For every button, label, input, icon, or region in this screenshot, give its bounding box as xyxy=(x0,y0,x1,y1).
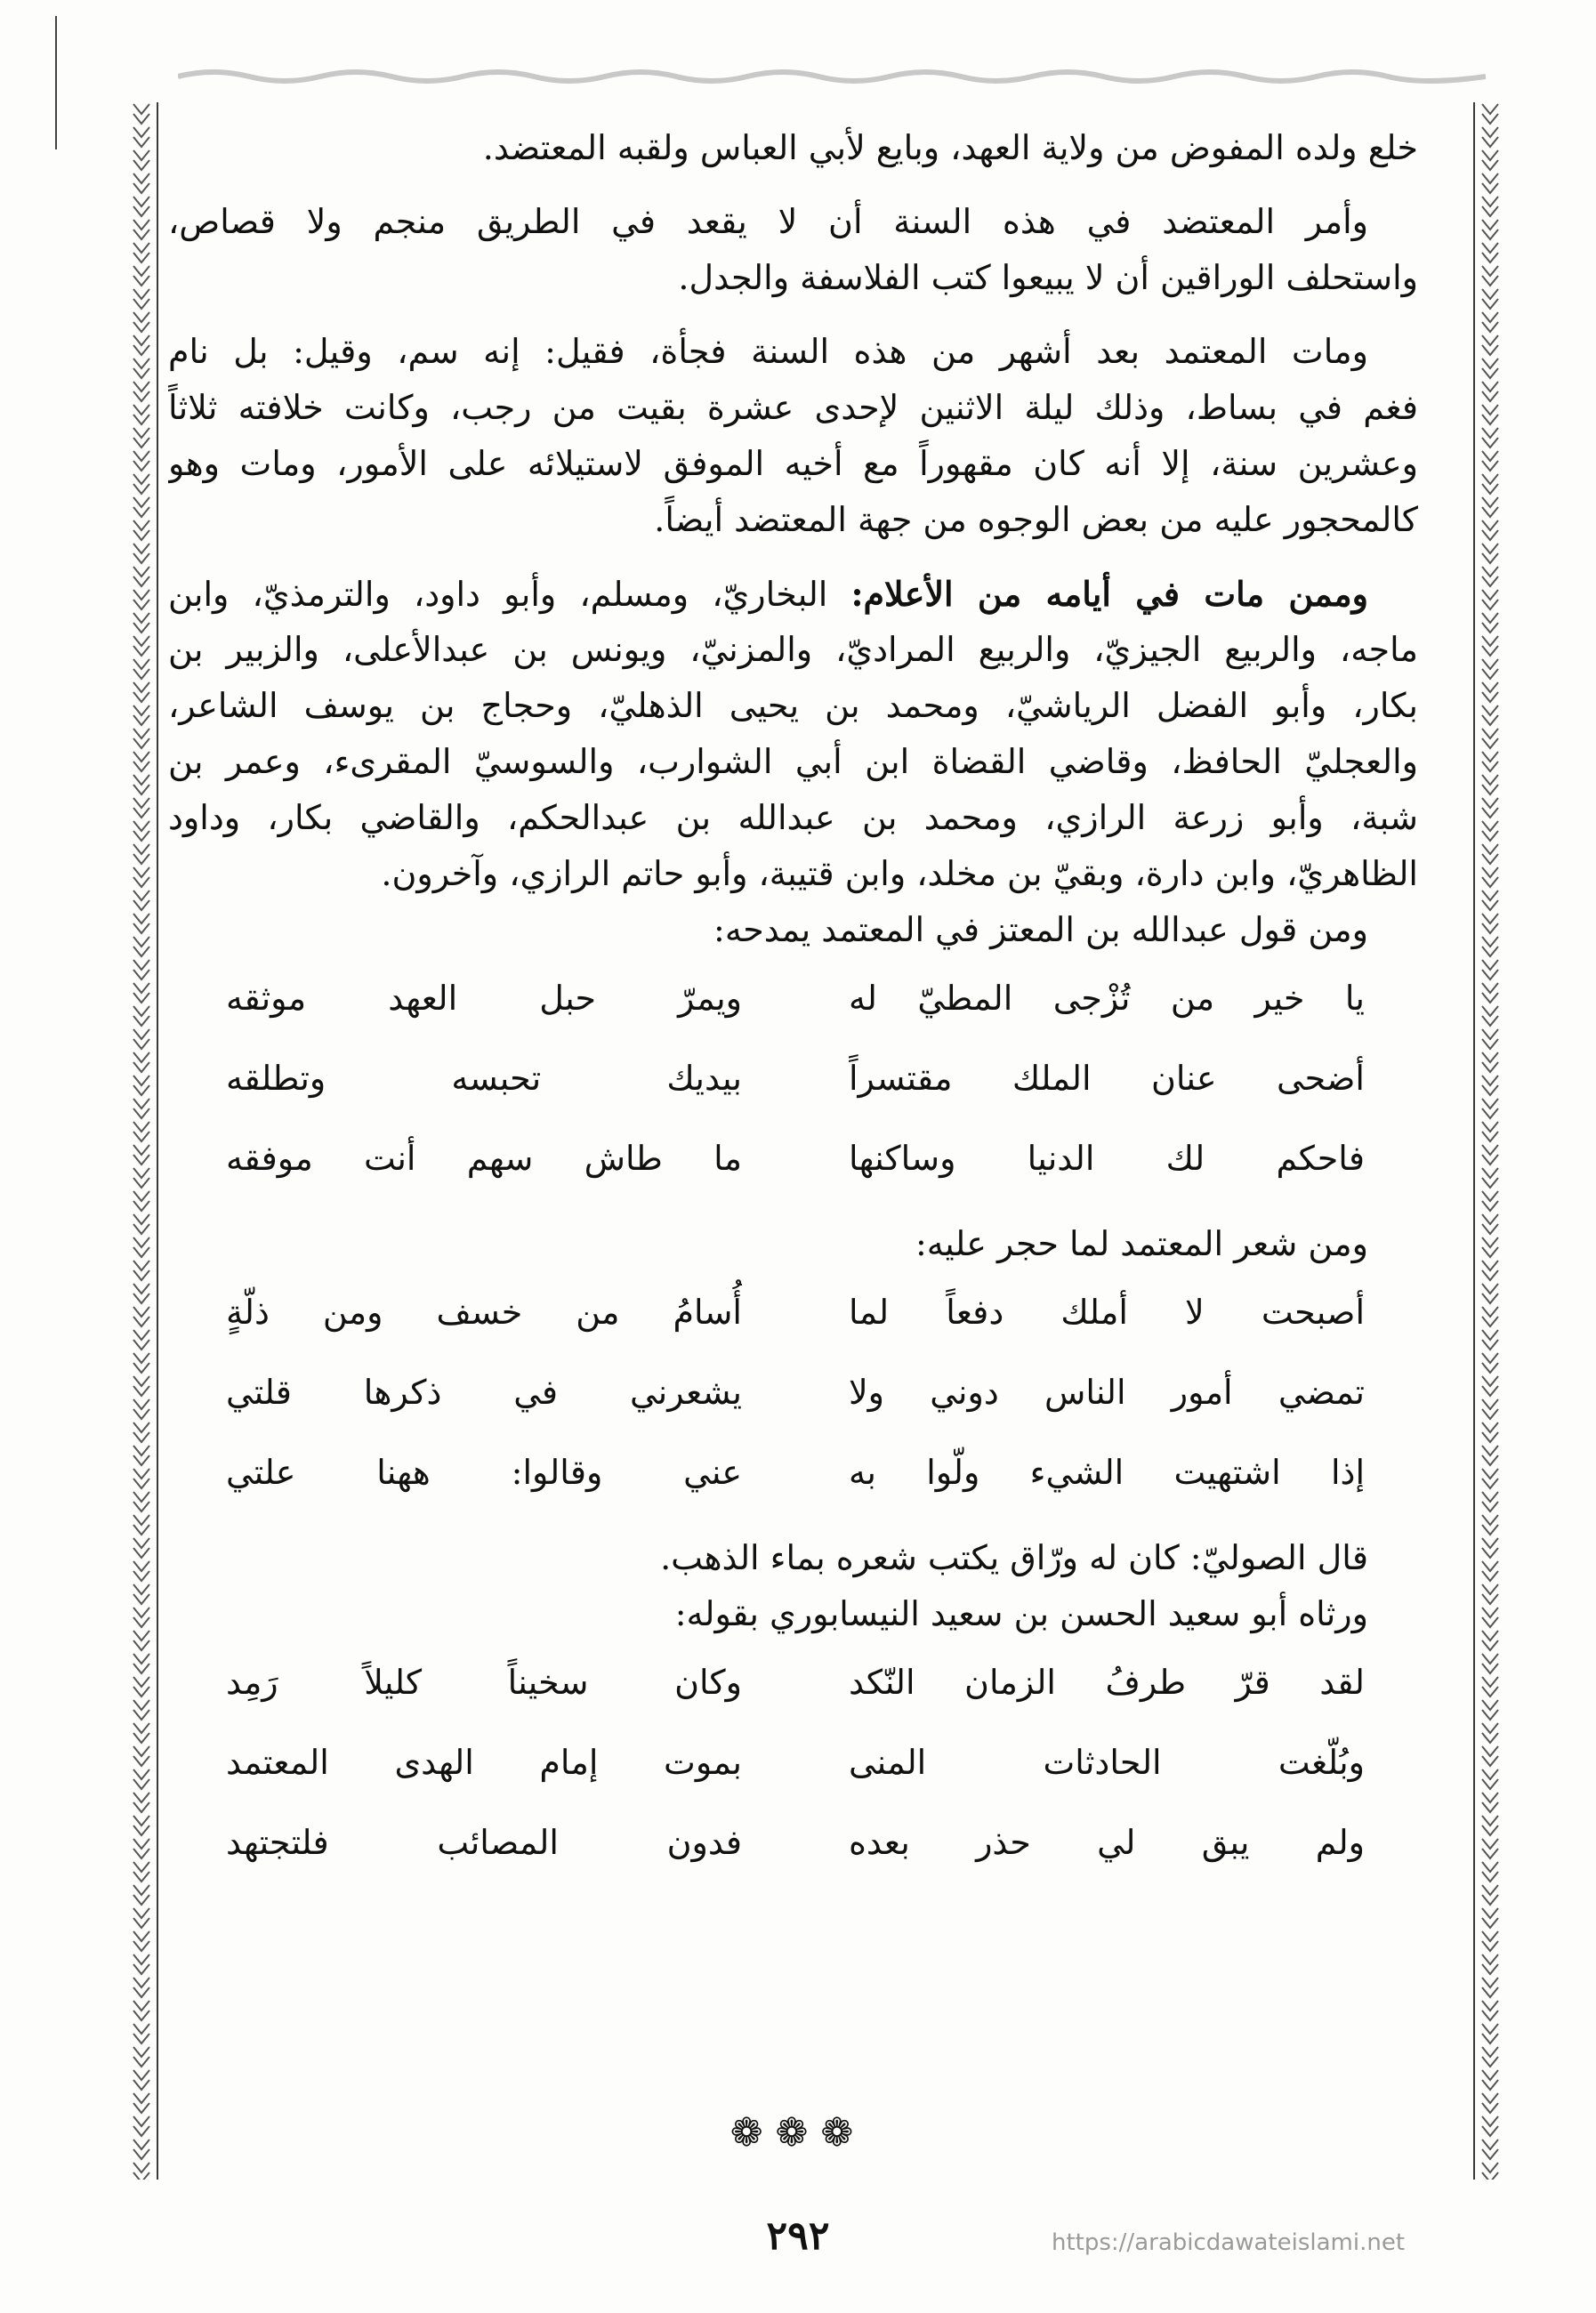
poem-verse xyxy=(168,1352,1418,1432)
text-line: كالمحجور عليه من بعض الوجوه من جهة المعتضد أيضاً. xyxy=(654,500,1418,539)
right-border-rule xyxy=(1473,102,1475,2180)
section-end-ornament: ❁❁❁ xyxy=(729,2110,867,2156)
text-line: خلع ولده المفوض من ولاية العهد، وبايع لأبي العباس ولقبه المعتضد. xyxy=(482,128,1418,167)
body-text xyxy=(168,120,1418,1882)
poem-verse xyxy=(168,1722,1418,1802)
section-lead: وممن مات في أيامه من الأعلام: xyxy=(850,574,1368,614)
left-border-rule xyxy=(157,102,158,2180)
poem-intro: ومن قول عبدالله بن المعتز في المعتمد يمدحه: xyxy=(713,910,1368,949)
verse-second-hemistich: وكان سخيناً كليلاً رَمِد xyxy=(226,1663,742,1702)
verse-second-hemistich: ما طاش سهم أنت موفقه xyxy=(226,1139,742,1178)
verse-second-hemistich: عني وقالوا: ههنا علتي xyxy=(226,1453,742,1492)
scan-edge-line xyxy=(55,16,57,149)
text-line: ماجه، والربيع الجيزيّ، والربيع المراديّ، والمزنيّ، ويونس بن عبدالأعلى، والزبير بن xyxy=(168,630,1418,669)
text-line: فغم في بساط، وذلك ليلة الاثنين لإحدى عشرة بقيت من رجب، وكانت خلافته ثلاثاً xyxy=(168,388,1418,427)
verse-second-hemistich: ويمرّ حبل العهد موثقه xyxy=(226,979,742,1018)
poem-verse xyxy=(168,958,1418,1038)
verse-first-hemistich: أضحى عنان الملك مقتسراً xyxy=(849,1059,1365,1098)
poem-verse xyxy=(168,1642,1418,1722)
page-number: ٢٩٢ xyxy=(766,2213,830,2259)
poem-intro: ورثاه أبو سعيد الحسن بن سعيد النيسابوري بقوله: xyxy=(674,1594,1368,1633)
text-line: ومات المعتمد بعد أشهر من هذه السنة فجأة، فقيل: إنه سم، وقيل: بل نام xyxy=(168,332,1368,371)
poem-intro: ومن شعر المعتمد لما حجر عليه: xyxy=(915,1224,1368,1263)
verse-first-hemistich: إذا اشتهيت الشيء ولّوا به xyxy=(849,1453,1365,1492)
text-line: وعشرين سنة، إلا أنه كان مقهوراً مع أخيه الموفق لاستيلائه على الأمور، ومات وهو xyxy=(168,444,1418,483)
poem-verse xyxy=(168,1272,1418,1352)
verse-second-hemistich: بيديك تحبسه وتطلقه xyxy=(226,1059,742,1098)
poem-verse xyxy=(168,1118,1418,1198)
poem-verse xyxy=(168,1038,1418,1118)
right-ornamental-border xyxy=(1480,102,1500,2180)
note-suli: قال الصوليّ: كان له ورّاق يكتب شعره بماء الذهب. xyxy=(660,1538,1368,1577)
text-line: واستحلف الوراقين أن لا يبيعوا كتب الفلاسفة والجدل. xyxy=(678,258,1418,297)
top-scan-noise xyxy=(178,64,1486,87)
watermark-url: https://arabicdawateislami.net xyxy=(1052,2229,1406,2256)
text-line: بكار، وأبو الفضل الرياشيّ، ومحمد بن يحيى الذهليّ، وحجاج بن يوسف الشاعر، xyxy=(168,686,1418,725)
verse-first-hemistich: تمضي أمور الناس دوني ولا xyxy=(849,1373,1365,1412)
verse-second-hemistich: بموت إمام الهدى المعتمد xyxy=(226,1743,742,1782)
text-line: شبة، وأبو زرعة الرازي، ومحمد بن عبدالله بن عبدالحكم، والقاضي بكار، وداود xyxy=(168,798,1418,837)
text-line: والعجليّ الحافظ، وقاضي القضاة ابن أبي الشوارب، والسوسيّ المقرىء، وعمر بن xyxy=(168,742,1418,781)
poem-verse xyxy=(168,1802,1418,1882)
text-run: البخاريّ، ومسلم، وأبو داود، والترمذيّ، وابن xyxy=(168,575,851,614)
verse-second-hemistich: يشعرني في ذكرها قلتي xyxy=(226,1373,742,1412)
verse-first-hemistich: أصبحت لا أملك دفعاً لما xyxy=(849,1293,1365,1332)
text-line: الظاهريّ، وابن دارة، وبقيّ بن مخلد، وابن قتيبة، وأبو حاتم الرازي، وآخرون. xyxy=(381,854,1418,893)
verse-first-hemistich: وبُلّغت الحادثات المنى xyxy=(849,1743,1365,1782)
text-line xyxy=(168,566,1418,622)
verse-second-hemistich: أُسامُ من خسف ومن ذلّةٍ xyxy=(226,1293,742,1332)
poem-verse xyxy=(168,1432,1418,1512)
verse-first-hemistich: لقد قرّ طرفُ الزمان النّكد xyxy=(849,1663,1365,1702)
text-line: وأمر المعتضد في هذه السنة أن لا يقعد في الطريق منجم ولا قصاص، xyxy=(168,202,1368,241)
verse-first-hemistich: ولم يبق لي حذر بعده xyxy=(849,1823,1365,1862)
verse-second-hemistich: فدون المصائب فلتجتهد xyxy=(226,1823,742,1862)
verse-first-hemistich: يا خير من تُزْجى المطيّ له xyxy=(849,979,1365,1018)
verse-first-hemistich: فاحكم لك الدنيا وساكنها xyxy=(849,1139,1365,1178)
left-ornamental-border xyxy=(132,102,151,2180)
